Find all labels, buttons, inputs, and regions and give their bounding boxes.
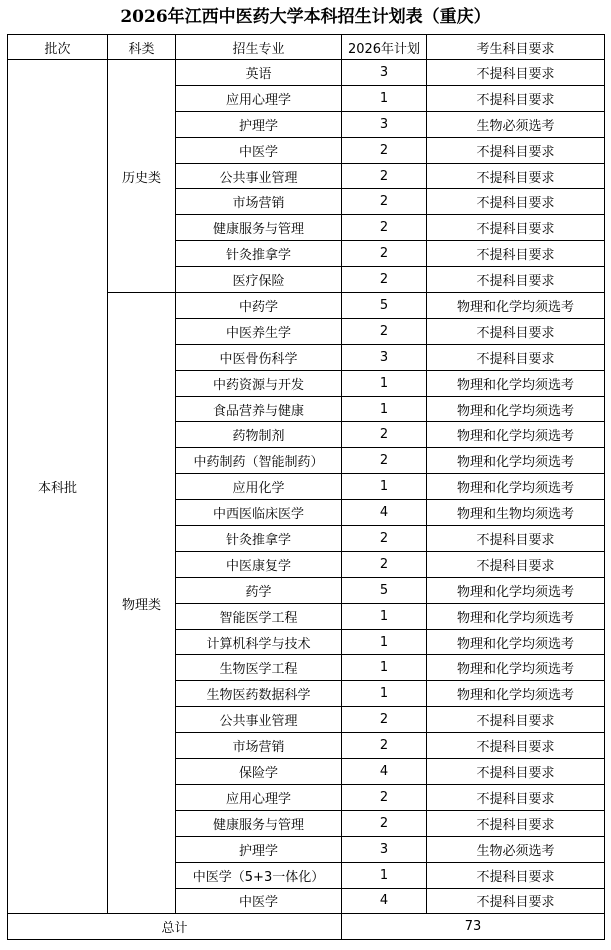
requirement-cell: 物理和化学均须选考 (427, 370, 605, 396)
table-row (8, 60, 605, 86)
plan-cell: 2 (342, 784, 427, 810)
plan-cell: 2 (342, 526, 427, 552)
requirement-cell: 物理和化学均须选考 (427, 474, 605, 500)
major-cell: 药学 (176, 577, 342, 603)
plan-cell: 2 (342, 215, 427, 241)
major-cell: 计算机科学与技术 (176, 629, 342, 655)
major-cell: 市场营销 (176, 189, 342, 215)
plan-cell: 2 (342, 448, 427, 474)
plan-cell: 4 (342, 500, 427, 526)
requirement-cell: 物理和化学均须选考 (427, 681, 605, 707)
requirement-cell: 物理和化学均须选考 (427, 448, 605, 474)
major-cell: 保险学 (176, 759, 342, 785)
category-cell: 物理类 (108, 293, 176, 914)
plan-cell: 2 (342, 163, 427, 189)
major-cell: 中药学 (176, 293, 342, 319)
header-major: 招生专业 (176, 35, 342, 60)
major-cell: 护理学 (176, 836, 342, 862)
requirement-cell: 不提科目要求 (427, 551, 605, 577)
major-cell: 中药资源与开发 (176, 370, 342, 396)
requirement-cell: 不提科目要求 (427, 318, 605, 344)
total-value: 73 (342, 914, 605, 940)
requirement-cell: 物理和化学均须选考 (427, 396, 605, 422)
plan-cell: 4 (342, 759, 427, 785)
major-cell: 中医学 (176, 888, 342, 914)
requirement-cell: 物理和化学均须选考 (427, 629, 605, 655)
major-cell: 药物制剂 (176, 422, 342, 448)
plan-cell: 1 (342, 862, 427, 888)
requirement-cell: 不提科目要求 (427, 189, 605, 215)
table-body (8, 35, 605, 940)
requirement-cell: 不提科目要求 (427, 862, 605, 888)
major-cell: 食品营养与健康 (176, 396, 342, 422)
major-cell: 针灸推拿学 (176, 526, 342, 552)
plan-cell: 1 (342, 603, 427, 629)
requirement-cell: 不提科目要求 (427, 707, 605, 733)
batch-cell: 本科批 (8, 60, 108, 914)
requirement-cell: 不提科目要求 (427, 888, 605, 914)
category-cell: 历史类 (108, 60, 176, 293)
plan-cell: 3 (342, 836, 427, 862)
plan-cell: 2 (342, 267, 427, 293)
major-cell: 生物医药数据科学 (176, 681, 342, 707)
plan-cell: 2 (342, 707, 427, 733)
major-cell: 护理学 (176, 111, 342, 137)
requirement-cell: 物理和化学均须选考 (427, 655, 605, 681)
plan-cell: 1 (342, 681, 427, 707)
plan-cell: 5 (342, 577, 427, 603)
requirement-cell: 不提科目要求 (427, 137, 605, 163)
major-cell: 健康服务与管理 (176, 810, 342, 836)
plan-cell: 2 (342, 733, 427, 759)
major-cell: 针灸推拿学 (176, 241, 342, 267)
plan-cell: 3 (342, 60, 427, 86)
major-cell: 英语 (176, 60, 342, 86)
major-cell: 中医养生学 (176, 318, 342, 344)
total-label: 总计 (8, 914, 342, 940)
page-title: 2026年江西中医药大学本科招生计划表（重庆） (120, 7, 491, 27)
major-cell: 中药制药（智能制药） (176, 448, 342, 474)
plan-cell: 5 (342, 293, 427, 319)
enrollment-plan-table (7, 34, 605, 940)
requirement-cell: 生物必须选考 (427, 836, 605, 862)
plan-cell: 3 (342, 344, 427, 370)
requirement-cell: 物理和化学均须选考 (427, 577, 605, 603)
plan-cell: 2 (342, 318, 427, 344)
plan-cell: 4 (342, 888, 427, 914)
requirement-cell: 物理和化学均须选考 (427, 293, 605, 319)
plan-cell: 2 (342, 137, 427, 163)
major-cell: 应用化学 (176, 474, 342, 500)
major-cell: 中医骨伤科学 (176, 344, 342, 370)
requirement-cell: 不提科目要求 (427, 784, 605, 810)
requirement-cell: 不提科目要求 (427, 344, 605, 370)
total-row (8, 914, 605, 940)
table-header-row (8, 35, 605, 60)
requirement-cell: 不提科目要求 (427, 759, 605, 785)
major-cell: 生物医学工程 (176, 655, 342, 681)
plan-cell: 3 (342, 111, 427, 137)
plan-cell: 2 (342, 551, 427, 577)
major-cell: 公共事业管理 (176, 163, 342, 189)
plan-cell: 1 (342, 370, 427, 396)
major-cell: 智能医学工程 (176, 603, 342, 629)
plan-cell: 2 (342, 189, 427, 215)
requirement-cell: 生物必须选考 (427, 111, 605, 137)
major-cell: 公共事业管理 (176, 707, 342, 733)
requirement-cell: 不提科目要求 (427, 733, 605, 759)
requirement-cell: 不提科目要求 (427, 60, 605, 86)
plan-cell: 2 (342, 422, 427, 448)
major-cell: 医疗保险 (176, 267, 342, 293)
requirement-cell: 不提科目要求 (427, 241, 605, 267)
plan-cell: 1 (342, 474, 427, 500)
requirement-cell: 物理和生物均须选考 (427, 500, 605, 526)
header-plan: 2026年计划 (342, 35, 427, 60)
header-category: 科类 (108, 35, 176, 60)
header-batch: 批次 (8, 35, 108, 60)
major-cell: 应用心理学 (176, 784, 342, 810)
requirement-cell: 不提科目要求 (427, 215, 605, 241)
plan-cell: 2 (342, 241, 427, 267)
plan-cell: 1 (342, 629, 427, 655)
requirement-cell: 不提科目要求 (427, 526, 605, 552)
major-cell: 中医学（5+3一体化） (176, 862, 342, 888)
requirement-cell: 物理和化学均须选考 (427, 603, 605, 629)
plan-cell: 1 (342, 655, 427, 681)
major-cell: 市场营销 (176, 733, 342, 759)
requirement-cell: 不提科目要求 (427, 267, 605, 293)
major-cell: 中医康复学 (176, 551, 342, 577)
major-cell: 中西医临床医学 (176, 500, 342, 526)
requirement-cell: 不提科目要求 (427, 163, 605, 189)
major-cell: 应用心理学 (176, 85, 342, 111)
plan-cell: 1 (342, 396, 427, 422)
requirement-cell: 不提科目要求 (427, 810, 605, 836)
requirement-cell: 物理和化学均须选考 (427, 422, 605, 448)
plan-cell: 2 (342, 810, 427, 836)
major-cell: 健康服务与管理 (176, 215, 342, 241)
major-cell: 中医学 (176, 137, 342, 163)
plan-cell: 1 (342, 85, 427, 111)
requirement-cell: 不提科目要求 (427, 85, 605, 111)
header-requirement: 考生科目要求 (427, 35, 605, 60)
